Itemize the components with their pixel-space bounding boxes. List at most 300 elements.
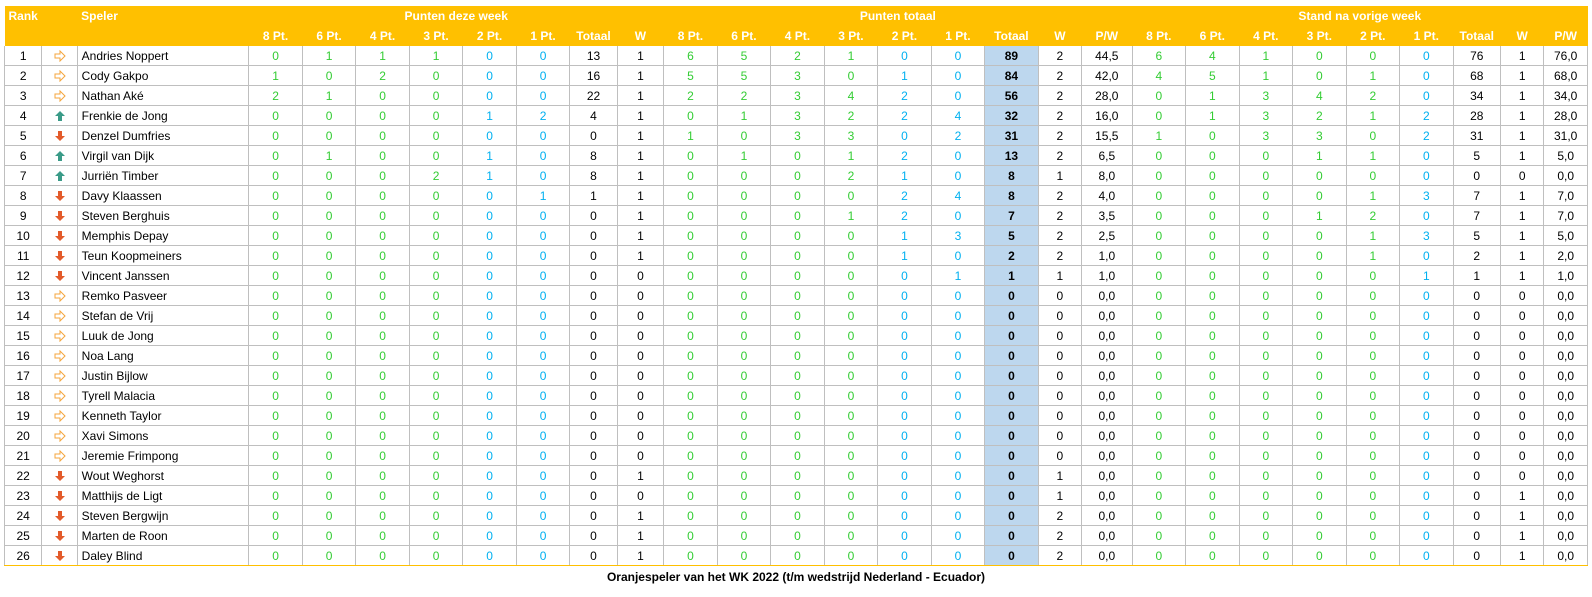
prev-value: 1 <box>1239 66 1293 86</box>
prev-value: 5,0 <box>1544 146 1588 166</box>
total-value: 2 <box>985 246 1039 266</box>
prev-value: 0 <box>1293 186 1347 206</box>
week-value: 0 <box>356 346 410 366</box>
week-value: 0 <box>516 166 570 186</box>
trend-cell <box>42 266 77 286</box>
header-week-col: W <box>617 26 663 46</box>
week-value: 0 <box>516 506 570 526</box>
total-value: 2 <box>1038 106 1081 126</box>
prev-value: 0 <box>1239 466 1293 486</box>
prev-value: 5 <box>1453 226 1500 246</box>
player-name: Cody Gakpo <box>77 66 249 86</box>
prev-value: 0 <box>1293 306 1347 326</box>
prev-value: 0 <box>1239 546 1293 566</box>
week-value: 0 <box>570 526 617 546</box>
prev-value: 1 <box>1500 506 1543 526</box>
total-value: 0 <box>824 406 878 426</box>
prev-value: 0 <box>1346 326 1400 346</box>
prev-value: 0,0 <box>1544 326 1588 346</box>
week-value: 0 <box>463 446 517 466</box>
prev-value: 0,0 <box>1544 346 1588 366</box>
prev-value: 2,0 <box>1544 246 1588 266</box>
total-value: 0 <box>878 506 932 526</box>
week-value: 0 <box>463 366 517 386</box>
prev-value: 0 <box>1400 146 1454 166</box>
prev-value: 0 <box>1500 286 1543 306</box>
prev-value: 0 <box>1500 406 1543 426</box>
prev-value: 0 <box>1132 306 1186 326</box>
prev-value: 3 <box>1239 106 1293 126</box>
prev-value: 0 <box>1346 266 1400 286</box>
table-row <box>5 326 1588 346</box>
prev-value: 0 <box>1400 526 1454 546</box>
header-total-col: 2 Pt. <box>878 26 932 46</box>
total-value: 2 <box>1038 46 1081 66</box>
total-value: 0 <box>931 86 985 106</box>
week-value: 0 <box>516 86 570 106</box>
prev-value: 0 <box>1346 466 1400 486</box>
table-row <box>5 446 1588 466</box>
total-value: 2 <box>931 126 985 146</box>
total-value: 3 <box>931 226 985 246</box>
total-value: 0 <box>717 126 771 146</box>
prev-value: 0 <box>1132 246 1186 266</box>
week-value: 1 <box>249 66 303 86</box>
week-value: 0 <box>570 126 617 146</box>
prev-value: 0 <box>1400 86 1454 106</box>
arrow-right-icon <box>54 369 66 383</box>
total-value: 0 <box>1038 386 1081 406</box>
week-value: 0 <box>409 186 463 206</box>
total-value: 0 <box>878 466 932 486</box>
prev-value: 0 <box>1453 166 1500 186</box>
prev-value: 2 <box>1346 86 1400 106</box>
week-value: 0 <box>409 446 463 466</box>
prev-value: 0,0 <box>1544 366 1588 386</box>
prev-value: 0 <box>1400 446 1454 466</box>
total-value: 0 <box>664 146 718 166</box>
prev-value: 0 <box>1132 466 1186 486</box>
prev-value: 1 <box>1500 206 1543 226</box>
prev-value: 0 <box>1453 406 1500 426</box>
week-value: 0 <box>409 246 463 266</box>
week-value: 0 <box>409 206 463 226</box>
table-row <box>5 506 1588 526</box>
week-value: 0 <box>356 426 410 446</box>
week-value: 0 <box>570 206 617 226</box>
total-value: 0 <box>824 306 878 326</box>
total-value: 13 <box>985 146 1039 166</box>
prev-value: 1 <box>1293 206 1347 226</box>
total-value: 1,0 <box>1082 266 1132 286</box>
week-value: 0 <box>302 106 356 126</box>
total-value: 0 <box>931 486 985 506</box>
prev-value: 1 <box>1500 266 1543 286</box>
arrow-down-icon <box>54 249 66 263</box>
total-value: 2,5 <box>1082 226 1132 246</box>
prev-value: 0 <box>1186 146 1240 166</box>
prev-value: 68,0 <box>1544 66 1588 86</box>
prev-value: 34 <box>1453 86 1500 106</box>
standings-body <box>5 46 1588 566</box>
week-value: 0 <box>249 346 303 366</box>
total-value: 0 <box>664 446 718 466</box>
total-value: 1 <box>1038 466 1081 486</box>
player-name: Marten de Roon <box>77 526 249 546</box>
total-value: 2 <box>1038 506 1081 526</box>
week-value: 0 <box>570 486 617 506</box>
table-row <box>5 126 1588 146</box>
prev-value: 0 <box>1400 506 1454 526</box>
week-value: 0 <box>516 246 570 266</box>
prev-value: 0 <box>1186 366 1240 386</box>
total-value: 84 <box>985 66 1039 86</box>
total-value: 0 <box>664 266 718 286</box>
total-value: 0 <box>771 286 825 306</box>
prev-value: 0 <box>1186 346 1240 366</box>
week-value: 0 <box>409 486 463 506</box>
rank-cell: 24 <box>5 506 42 526</box>
total-value: 0 <box>664 386 718 406</box>
prev-value: 0 <box>1186 126 1240 146</box>
week-value: 0 <box>463 346 517 366</box>
total-value: 0 <box>931 526 985 546</box>
total-value: 0 <box>1038 406 1081 426</box>
week-value: 0 <box>302 366 356 386</box>
prev-value: 0 <box>1500 386 1543 406</box>
header-row-groups <box>5 6 1588 26</box>
week-value: 1 <box>463 106 517 126</box>
arrow-right-icon <box>54 69 66 83</box>
week-value: 1 <box>302 46 356 66</box>
week-value: 0 <box>302 266 356 286</box>
prev-value: 0 <box>1500 446 1543 466</box>
prev-value: 0 <box>1132 146 1186 166</box>
total-value: 0 <box>1038 326 1081 346</box>
total-value: 0 <box>717 286 771 306</box>
week-value: 0 <box>302 426 356 446</box>
week-value: 0 <box>409 366 463 386</box>
trend-cell <box>42 86 77 106</box>
rank-cell: 17 <box>5 366 42 386</box>
prev-value: 0,0 <box>1544 166 1588 186</box>
week-value: 0 <box>302 306 356 326</box>
arrow-up-icon <box>54 169 66 183</box>
total-value: 0 <box>878 326 932 346</box>
prev-value: 0 <box>1132 206 1186 226</box>
prev-value: 1 <box>1500 126 1543 146</box>
total-value: 1 <box>824 46 878 66</box>
week-value: 0 <box>570 546 617 566</box>
table-row <box>5 406 1588 426</box>
total-value: 3 <box>771 86 825 106</box>
total-value: 0,0 <box>1082 446 1132 466</box>
prev-value: 1 <box>1346 246 1400 266</box>
week-value: 0 <box>409 86 463 106</box>
total-value: 2 <box>1038 186 1081 206</box>
week-value: 0 <box>463 66 517 86</box>
week-value: 0 <box>463 226 517 246</box>
prev-value: 0 <box>1239 306 1293 326</box>
week-value: 0 <box>356 506 410 526</box>
total-value: 0 <box>771 146 825 166</box>
prev-value: 0,0 <box>1544 526 1588 546</box>
header-week-col: 2 Pt. <box>463 26 517 46</box>
header-total-col: P/W <box>1082 26 1132 46</box>
trend-cell <box>42 366 77 386</box>
week-value: 2 <box>249 86 303 106</box>
week-value: 0 <box>356 466 410 486</box>
week-value: 0 <box>617 346 663 366</box>
prev-value: 3 <box>1239 86 1293 106</box>
prev-value: 0 <box>1132 186 1186 206</box>
total-value: 0 <box>824 246 878 266</box>
week-value: 0 <box>570 326 617 346</box>
prev-value: 0 <box>1346 126 1400 146</box>
prev-value: 0 <box>1293 446 1347 466</box>
week-value: 0 <box>409 526 463 546</box>
total-value: 0 <box>878 526 932 546</box>
total-value: 0 <box>931 366 985 386</box>
week-value: 0 <box>302 506 356 526</box>
week-value: 0 <box>249 106 303 126</box>
prev-value: 0 <box>1500 346 1543 366</box>
week-value: 0 <box>249 166 303 186</box>
prev-value: 0 <box>1132 546 1186 566</box>
prev-value: 0 <box>1400 546 1454 566</box>
week-value: 0 <box>617 446 663 466</box>
rank-cell: 21 <box>5 446 42 466</box>
header-total-col: Totaal <box>985 26 1039 46</box>
player-name: Virgil van Dijk <box>77 146 249 166</box>
prev-value: 0 <box>1186 166 1240 186</box>
prev-value: 0 <box>1346 506 1400 526</box>
total-value: 2 <box>1038 146 1081 166</box>
week-value: 8 <box>570 146 617 166</box>
week-value: 0 <box>356 186 410 206</box>
week-value: 0 <box>617 326 663 346</box>
total-value: 5 <box>717 46 771 66</box>
total-value: 0 <box>878 406 932 426</box>
total-value: 2 <box>878 186 932 206</box>
prev-value: 0 <box>1346 386 1400 406</box>
total-value: 0 <box>931 306 985 326</box>
week-value: 0 <box>302 446 356 466</box>
week-value: 0 <box>516 486 570 506</box>
week-value: 0 <box>463 326 517 346</box>
week-value: 0 <box>302 526 356 546</box>
week-value: 0 <box>409 326 463 346</box>
week-value: 0 <box>249 246 303 266</box>
total-value: 1 <box>878 246 932 266</box>
total-value: 0 <box>985 286 1039 306</box>
prev-value: 0 <box>1239 266 1293 286</box>
prev-value: 34,0 <box>1544 86 1588 106</box>
total-value: 2 <box>878 206 932 226</box>
player-name: Steven Berghuis <box>77 206 249 226</box>
week-value: 0 <box>356 406 410 426</box>
week-value: 0 <box>302 346 356 366</box>
week-value: 0 <box>617 406 663 426</box>
week-value: 0 <box>249 526 303 546</box>
week-value: 2 <box>516 106 570 126</box>
week-value: 0 <box>409 66 463 86</box>
week-value: 1 <box>617 46 663 66</box>
player-name: Noa Lang <box>77 346 249 366</box>
arrow-right-icon <box>54 309 66 323</box>
trend-cell <box>42 406 77 426</box>
total-value: 4 <box>931 106 985 126</box>
week-value: 0 <box>516 446 570 466</box>
table-caption: Oranjespeler van het WK 2022 (t/m wedstrijd Nederland - Ecuador) <box>606 570 986 584</box>
week-value: 0 <box>249 366 303 386</box>
header-week-col: 3 Pt. <box>409 26 463 46</box>
total-value: 0 <box>771 366 825 386</box>
header-week-col: 4 Pt. <box>356 26 410 46</box>
player-name: Wout Weghorst <box>77 466 249 486</box>
prev-value: 0,0 <box>1544 466 1588 486</box>
total-value: 3 <box>824 126 878 146</box>
prev-value: 0 <box>1293 486 1347 506</box>
header-prev-col: Totaal <box>1453 26 1500 46</box>
prev-value: 0,0 <box>1544 446 1588 466</box>
total-value: 2 <box>1038 526 1081 546</box>
prev-value: 0 <box>1293 546 1347 566</box>
prev-value: 0 <box>1239 146 1293 166</box>
rank-cell: 22 <box>5 466 42 486</box>
prev-value: 0,0 <box>1544 426 1588 446</box>
total-value: 0 <box>664 206 718 226</box>
trend-cell <box>42 426 77 446</box>
table-row <box>5 166 1588 186</box>
prev-value: 1 <box>1186 106 1240 126</box>
prev-value: 0 <box>1239 346 1293 366</box>
prev-value: 5 <box>1186 66 1240 86</box>
prev-value: 2 <box>1400 106 1454 126</box>
week-value: 0 <box>249 486 303 506</box>
total-value: 0 <box>824 66 878 86</box>
table-row <box>5 386 1588 406</box>
total-value: 0 <box>717 326 771 346</box>
week-value: 1 <box>617 86 663 106</box>
prev-value: 0 <box>1186 326 1240 346</box>
prev-value: 0 <box>1500 306 1543 326</box>
prev-value: 0 <box>1400 466 1454 486</box>
total-value: 0 <box>664 106 718 126</box>
prev-value: 0 <box>1293 266 1347 286</box>
trend-cell <box>42 106 77 126</box>
total-value: 0,0 <box>1082 546 1132 566</box>
total-value: 3 <box>771 126 825 146</box>
total-value: 0 <box>717 426 771 446</box>
prev-value: 0 <box>1293 66 1347 86</box>
rank-cell: 11 <box>5 246 42 266</box>
total-value: 1 <box>985 266 1039 286</box>
header-total-col: 1 Pt. <box>931 26 985 46</box>
total-value: 0 <box>985 466 1039 486</box>
prev-value: 3 <box>1293 126 1347 146</box>
total-value: 0 <box>664 506 718 526</box>
rank-cell: 1 <box>5 46 42 66</box>
week-value: 0 <box>516 266 570 286</box>
prev-value: 3 <box>1239 126 1293 146</box>
header-total-col: 8 Pt. <box>664 26 718 46</box>
total-value: 0 <box>664 326 718 346</box>
total-value: 0 <box>931 426 985 446</box>
week-value: 0 <box>356 206 410 226</box>
prev-value: 0 <box>1453 326 1500 346</box>
total-value: 0 <box>878 266 932 286</box>
total-value: 0 <box>931 166 985 186</box>
week-value: 0 <box>463 46 517 66</box>
prev-value: 2 <box>1453 246 1500 266</box>
total-value: 0 <box>717 306 771 326</box>
arrow-down-icon <box>54 209 66 223</box>
total-value: 1 <box>1038 486 1081 506</box>
week-value: 4 <box>570 106 617 126</box>
prev-value: 0 <box>1186 186 1240 206</box>
total-value: 32 <box>985 106 1039 126</box>
total-value: 0 <box>931 66 985 86</box>
total-value: 31 <box>985 126 1039 146</box>
player-name: Daley Blind <box>77 546 249 566</box>
prev-value: 0 <box>1346 446 1400 466</box>
total-value: 56 <box>985 86 1039 106</box>
player-name: Steven Bergwijn <box>77 506 249 526</box>
week-value: 1 <box>617 546 663 566</box>
prev-value: 1 <box>1500 226 1543 246</box>
week-value: 0 <box>570 386 617 406</box>
week-value: 0 <box>356 486 410 506</box>
total-value: 7 <box>985 206 1039 226</box>
table-row <box>5 106 1588 126</box>
total-value: 1 <box>878 66 932 86</box>
total-value: 0 <box>664 346 718 366</box>
total-value: 0 <box>771 546 825 566</box>
prev-value: 0 <box>1132 86 1186 106</box>
prev-value: 0,0 <box>1544 486 1588 506</box>
rank-cell: 23 <box>5 486 42 506</box>
trend-cell <box>42 306 77 326</box>
prev-value: 2 <box>1346 206 1400 226</box>
trend-cell <box>42 166 77 186</box>
total-value: 2 <box>1038 126 1081 146</box>
prev-value: 1 <box>1346 226 1400 246</box>
week-value: 0 <box>617 286 663 306</box>
prev-value: 0 <box>1186 466 1240 486</box>
total-value: 0 <box>664 306 718 326</box>
header-prev-col: 8 Pt. <box>1132 26 1186 46</box>
week-value: 0 <box>302 246 356 266</box>
prev-value: 0,0 <box>1544 286 1588 306</box>
total-value: 0 <box>824 326 878 346</box>
total-value: 0 <box>985 526 1039 546</box>
prev-value: 1,0 <box>1544 266 1588 286</box>
total-value: 0 <box>824 266 878 286</box>
table-row <box>5 366 1588 386</box>
player-name: Teun Koopmeiners <box>77 246 249 266</box>
total-value: 0 <box>985 346 1039 366</box>
week-value: 0 <box>302 326 356 346</box>
rank-cell: 9 <box>5 206 42 226</box>
header-prev-col: 1 Pt. <box>1400 26 1454 46</box>
week-value: 0 <box>463 526 517 546</box>
total-value: 0 <box>664 166 718 186</box>
table-row <box>5 186 1588 206</box>
total-value: 1 <box>878 226 932 246</box>
prev-value: 0 <box>1186 406 1240 426</box>
prev-value: 2 <box>1293 106 1347 126</box>
